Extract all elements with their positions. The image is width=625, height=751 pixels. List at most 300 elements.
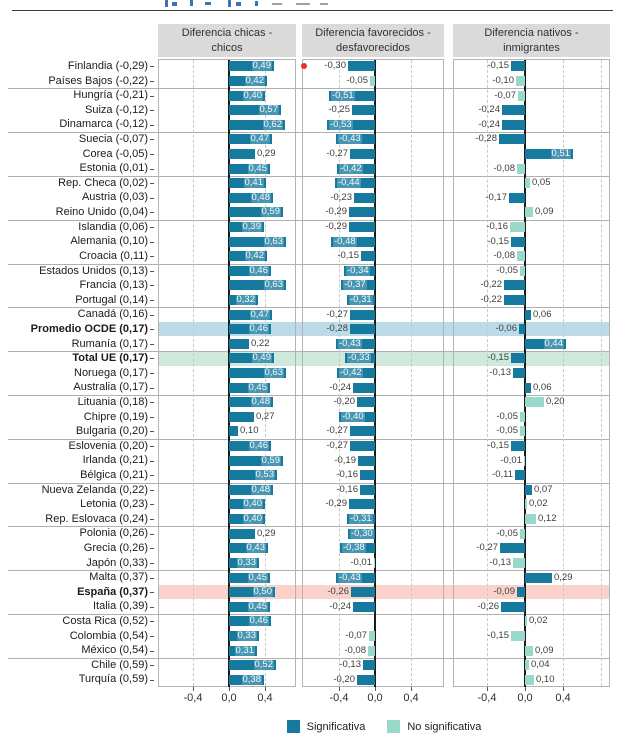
bar-value-label: -0,01	[500, 454, 522, 466]
legend-swatch-significant	[287, 720, 300, 733]
bar	[525, 397, 544, 407]
bar-value-label: -0,07	[494, 89, 516, 101]
bar	[353, 602, 375, 612]
bar-value-label: 0,04	[531, 659, 550, 671]
country-label: Reino Unido (0,04)	[55, 206, 148, 218]
bar	[525, 616, 527, 626]
red-marker-dot	[301, 63, 307, 69]
bar-value-label: -0,30	[351, 527, 373, 539]
bar-value-label: -0,26	[327, 586, 349, 598]
bar	[374, 558, 375, 568]
country-label: Bulgaria (0,20)	[75, 425, 148, 438]
bar-value-label: -0,48	[334, 235, 356, 247]
bar-value-label: -0,28	[326, 323, 348, 335]
y-axis-tick	[150, 198, 154, 199]
bar-value-label: -0,24	[478, 104, 500, 116]
y-axis-tick	[150, 358, 154, 359]
bar-value-label: -0,31	[350, 513, 372, 524]
panel-header-ses: Diferencia favorecidos - desfavorecidos	[302, 24, 444, 57]
bar	[500, 543, 525, 553]
y-axis-tick	[150, 344, 154, 345]
axis-tick	[375, 687, 376, 691]
country-label: Croacia (0,11)	[79, 249, 148, 262]
y-axis-tick	[150, 125, 154, 126]
bar-value-label: -0,28	[475, 133, 497, 145]
bar-value-label: 0,06	[533, 308, 552, 320]
bar-value-label: -0,43	[339, 337, 361, 349]
bar	[350, 426, 375, 436]
bar	[509, 193, 525, 203]
country-label: Letonia (0,23)	[80, 498, 148, 511]
bar-value-label: -0,34	[347, 264, 369, 276]
legend-swatch-not-significant	[387, 720, 400, 733]
bar-value-label: -0,17	[485, 191, 507, 203]
country-label: Polonia (0,26)	[79, 527, 148, 540]
bar-value-label: 0,48	[251, 396, 270, 408]
bar-value-label: -0,08	[493, 162, 515, 174]
bar-value-label: -0,42	[340, 162, 362, 174]
bar-value-label: -0,30	[324, 60, 346, 72]
bar	[348, 61, 375, 71]
bar	[350, 310, 375, 320]
bar	[353, 383, 375, 393]
bar-value-label: 0,42	[245, 250, 264, 262]
bar-value-label: -0,37	[344, 279, 366, 291]
country-label: Lituania (0,18)	[77, 395, 148, 408]
legend-label-not-significant: No significativa	[407, 720, 482, 733]
bar-value-label: -0,22	[480, 294, 502, 305]
bar-value-label: 0,32	[236, 294, 255, 305]
bar-value-label: 0,02	[529, 498, 548, 510]
country-label: Corea (-0,05)	[82, 147, 148, 160]
bar-value-label: -0,11	[492, 469, 513, 481]
bar	[229, 149, 255, 159]
bar-value-label: -0,05	[496, 527, 518, 539]
bar-value-label: 0,43	[246, 542, 265, 554]
bar-value-label: -0,10	[492, 74, 514, 86]
country-label: Dinamarca (-0,12)	[59, 118, 148, 131]
bar-value-label: 0,31	[235, 644, 254, 656]
bar	[361, 251, 375, 261]
bar-value-label: -0,08	[493, 250, 515, 262]
bar-value-label: 0,46	[249, 615, 268, 627]
bar	[499, 134, 525, 144]
bar	[350, 441, 375, 451]
y-axis-tick	[150, 665, 154, 666]
axis-tick-label: -0,4	[183, 692, 203, 704]
axis-tick-label: 0,0	[517, 692, 533, 704]
bar-value-label: 0,46	[249, 264, 268, 276]
country-label: Irlanda (0,21)	[82, 454, 148, 467]
bar-value-label: 0,46	[249, 323, 268, 335]
country-label: Australia (0,17)	[73, 381, 148, 394]
bar-value-label: -0,44	[338, 177, 360, 189]
bar-value-label: 0,46	[249, 440, 268, 451]
bar	[511, 631, 525, 641]
bar	[518, 91, 525, 101]
legend-label-significant: Significativa	[306, 720, 366, 733]
country-label: Rumanía (0,17)	[71, 337, 148, 350]
y-axis-tick	[150, 563, 154, 564]
y-axis-tick	[150, 680, 154, 681]
country-label: Rep. Eslovaca (0,24)	[45, 512, 148, 525]
bar	[524, 456, 525, 466]
bar	[525, 499, 527, 509]
bar	[513, 558, 525, 568]
bar-value-label: -0,15	[337, 250, 359, 262]
bar	[369, 631, 375, 641]
y-axis-tick	[150, 183, 154, 184]
bar-value-label: -0,43	[339, 571, 361, 583]
country-label: Chile (0,59)	[91, 658, 148, 671]
bar-value-label: -0,40	[342, 410, 364, 422]
bar-value-label: 0,09	[535, 206, 554, 218]
bar	[517, 164, 525, 174]
axis-tick	[411, 687, 412, 691]
gridline	[601, 60, 602, 686]
bar	[525, 178, 530, 188]
bar	[350, 324, 375, 334]
bar	[501, 602, 525, 612]
y-axis-tick	[150, 534, 154, 535]
bar	[520, 529, 525, 539]
y-axis-tick	[150, 227, 154, 228]
bar-value-label: -0,29	[325, 206, 347, 218]
y-axis-tick	[150, 169, 154, 170]
bar	[360, 485, 375, 495]
bar-value-label: 0,48	[251, 483, 270, 495]
bar	[229, 412, 254, 422]
bar-value-label: -0,53	[330, 118, 352, 130]
bar-value-label: 0,12	[538, 513, 557, 524]
bar	[525, 660, 529, 670]
gridline	[193, 60, 194, 686]
y-axis-tick	[150, 271, 154, 272]
bar-value-label: -0,13	[339, 659, 361, 671]
y-axis-tick	[150, 621, 154, 622]
country-label: Estonia (0,01)	[79, 162, 148, 175]
bar-value-label: 0,33	[237, 629, 256, 641]
bar-value-label: -0,05	[346, 74, 368, 86]
bar-value-label: 0,63	[264, 367, 283, 378]
bar-value-label: -0,16	[486, 221, 508, 232]
bar-value-label: -0,15	[487, 60, 509, 72]
bar	[351, 587, 375, 597]
bar	[525, 573, 552, 583]
bar	[349, 499, 375, 509]
bar-value-label: -0,20	[333, 396, 355, 408]
bar-value-label: 0,47	[250, 308, 269, 320]
axis-tick	[563, 687, 564, 691]
axis-tick	[265, 687, 266, 691]
bar	[358, 456, 375, 466]
bar	[525, 646, 533, 656]
y-axis-tick	[150, 373, 154, 374]
bar-value-label: 0,45	[248, 571, 267, 583]
bar-value-label: -0,42	[340, 367, 362, 378]
bar-value-label: -0,27	[326, 308, 348, 320]
y-axis-tick	[150, 651, 154, 652]
bar	[516, 76, 525, 86]
bar-value-label: -0,24	[478, 118, 500, 130]
country-label: Grecia (0,26)	[83, 542, 148, 554]
bar-value-label: -0,05	[496, 425, 518, 437]
y-axis-tick	[150, 96, 154, 97]
bar-value-label: 0,47	[250, 133, 269, 145]
bar-value-label: 0,63	[264, 279, 283, 291]
y-axis-tick	[150, 242, 154, 243]
bar-value-label: 0,33	[237, 556, 256, 568]
axis-tick-label: 0,4	[403, 692, 419, 704]
bar-value-label: -0,13	[489, 367, 511, 378]
bar	[354, 193, 375, 203]
y-axis-tick	[150, 417, 154, 418]
axis-tick	[193, 687, 194, 691]
y-axis-tick	[150, 315, 154, 316]
bar-value-label: 0,57	[259, 104, 278, 116]
bar-value-label: 0,45	[248, 162, 267, 174]
bar-value-label: 0,20	[546, 396, 565, 408]
y-axis-tick	[150, 402, 154, 403]
y-axis-tick	[150, 431, 154, 432]
y-axis-tick	[150, 607, 154, 608]
country-label: Suiza (-0,12)	[85, 103, 148, 116]
bar	[349, 222, 375, 232]
bar-value-label: -0,25	[328, 104, 350, 116]
bar-value-label: 0,40	[243, 89, 262, 101]
axis-tick	[487, 687, 488, 691]
bar-value-label: 0,63	[264, 235, 283, 247]
bar-value-label: 0,40	[243, 498, 262, 510]
bar	[525, 675, 534, 685]
bar	[360, 470, 375, 480]
y-axis-tick	[150, 212, 154, 213]
bar	[370, 76, 375, 86]
y-axis-tick	[150, 475, 154, 476]
axis-tick	[339, 687, 340, 691]
y-axis-tick	[150, 110, 154, 111]
bar	[525, 485, 532, 495]
country-label: Malta (0,37)	[89, 571, 148, 584]
country-label: Hungría (-0,21)	[73, 89, 148, 102]
bar-value-label: -0,15	[487, 629, 509, 641]
bar	[511, 61, 525, 71]
panel-header-gender: Diferencia chicas - chicos	[158, 24, 296, 57]
bar	[229, 339, 249, 349]
y-axis-tick	[150, 636, 154, 637]
bar-value-label: -0,43	[339, 133, 361, 145]
bar-value-label: -0,27	[326, 147, 348, 159]
country-label: Finlandia (-0,29)	[67, 60, 148, 72]
country-label: Turquía (0,59)	[78, 673, 148, 686]
y-axis-tick	[150, 139, 154, 140]
bar-value-label: -0,15	[487, 440, 509, 451]
bar	[352, 105, 375, 115]
bar	[525, 514, 536, 524]
bar-value-label: -0,16	[336, 469, 358, 481]
axis-tick	[229, 687, 230, 691]
bar	[519, 324, 525, 334]
bar-value-label: -0,23	[330, 191, 352, 203]
country-label: Costa Rica (0,52)	[62, 615, 148, 627]
bar	[229, 426, 238, 436]
country-label: España (0,37)	[77, 585, 148, 598]
y-axis-tick	[150, 388, 154, 389]
bar	[368, 646, 375, 656]
bar-value-label: 0,48	[251, 191, 270, 203]
bar-value-label: 0,29	[554, 571, 573, 583]
bar-value-label: 0,45	[248, 600, 267, 612]
bar	[520, 266, 525, 276]
y-axis-tick	[150, 578, 154, 579]
bar-value-label: -0,24	[329, 600, 351, 612]
bar-value-label: -0,06	[495, 323, 517, 335]
bar-value-label: 0,49	[252, 352, 271, 364]
bar-value-label: -0,07	[345, 629, 367, 641]
bar	[517, 587, 525, 597]
bar-value-label: -0,31	[350, 294, 372, 305]
country-label: Italia (0,39)	[92, 600, 148, 613]
country-label: Noruega (0,17)	[74, 366, 148, 379]
bar-value-label: 0,02	[529, 615, 548, 627]
bar-value-label: 0,42	[245, 74, 264, 86]
bar-value-label: 0,44	[544, 337, 563, 349]
bar-value-label: 0,45	[248, 381, 267, 393]
bar-value-label: 0,07	[534, 483, 553, 495]
country-label: Austria (0,03)	[81, 191, 148, 204]
axis-tick-label: -0,4	[477, 692, 497, 704]
country-label: Alemania (0,10)	[70, 235, 148, 248]
y-axis-tick	[150, 446, 154, 447]
bar-value-label: -0,38	[343, 542, 365, 554]
bar-value-label: 0,38	[242, 673, 261, 685]
bar-value-label: 0,50	[253, 586, 272, 598]
country-label: Total UE (0,17)	[72, 352, 148, 365]
bar-value-label: 0,05	[532, 177, 551, 189]
y-axis-tick	[150, 81, 154, 82]
bar-value-label: -0,29	[325, 498, 347, 510]
y-axis-tick	[150, 329, 154, 330]
bar	[357, 675, 375, 685]
bar	[520, 412, 525, 422]
bar	[511, 353, 525, 363]
bar-value-label: 0,62	[263, 118, 282, 130]
country-label: Suecia (-0,07)	[78, 133, 148, 145]
bar-value-label: 0,39	[242, 221, 261, 232]
y-axis-tick	[150, 285, 154, 286]
bar-value-label: -0,33	[348, 352, 370, 364]
panel-header-immigrant: Diferencia nativos - inmigrantes	[453, 24, 610, 57]
y-axis-tick	[150, 519, 154, 520]
bar	[517, 251, 525, 261]
country-label: Países Bajos (-0,22)	[48, 74, 148, 87]
y-axis-tick	[150, 490, 154, 491]
bar	[504, 295, 525, 305]
country-label: Canadá (0,16)	[77, 308, 148, 321]
country-label: Francia (0,13)	[79, 279, 148, 292]
country-label: Islandia (0,06)	[78, 220, 148, 233]
bar-value-label: 0,10	[240, 425, 259, 437]
bar	[520, 426, 525, 436]
axis-tick	[525, 687, 526, 691]
bar-value-label: 0,59	[261, 454, 280, 466]
bar	[357, 397, 375, 407]
bar	[502, 105, 525, 115]
bar	[363, 660, 375, 670]
country-label: Eslovenia (0,20)	[68, 439, 148, 452]
country-label: Japón (0,33)	[86, 556, 148, 569]
bar-value-label: -0,27	[476, 542, 498, 554]
bar-value-label: 0,06	[533, 381, 552, 393]
bar-value-label: -0,16	[336, 483, 358, 495]
y-axis-tick	[150, 66, 154, 67]
bar	[513, 368, 525, 378]
y-axis-tick	[150, 548, 154, 549]
bar-value-label: -0,13	[489, 556, 511, 568]
bar-value-label: -0,15	[487, 235, 509, 247]
country-label: Nueva Zelanda (0,22)	[41, 483, 148, 496]
bar	[525, 383, 531, 393]
legend	[158, 720, 610, 733]
y-axis-tick	[150, 592, 154, 593]
bar	[515, 470, 525, 480]
bar	[349, 207, 375, 217]
y-axis-tick	[150, 256, 154, 257]
bar-value-label: -0,08	[344, 644, 366, 656]
bar-value-label: 0,29	[257, 527, 276, 539]
bar-value-label: 0,52	[254, 659, 273, 671]
bar-value-label: -0,27	[326, 440, 348, 451]
bar	[511, 441, 525, 451]
axis-tick-label: -0,4	[329, 692, 349, 704]
country-label: Chipre (0,19)	[83, 410, 148, 423]
bar	[511, 237, 525, 247]
bar-value-label: 0,51	[551, 147, 570, 159]
bar	[229, 529, 255, 539]
bar-value-label: 0,49	[252, 60, 271, 72]
bar-value-label: 0,41	[244, 177, 263, 189]
bar-value-label: 0,10	[536, 673, 555, 685]
bar-value-label: -0,51	[332, 89, 354, 101]
bar-value-label: 0,09	[535, 644, 554, 656]
bar-value-label: -0,15	[487, 352, 509, 364]
bar	[502, 120, 525, 130]
bar-value-label: 0,29	[257, 147, 276, 159]
bar-value-label: 0,40	[243, 513, 262, 524]
gridline	[411, 60, 412, 686]
bar-value-label: -0,01	[350, 556, 372, 568]
bar-value-label: -0,09	[493, 586, 515, 598]
bar	[510, 222, 525, 232]
bar-value-label: -0,26	[477, 600, 499, 612]
bar-value-label: -0,19	[334, 454, 356, 466]
bar	[525, 207, 533, 217]
y-axis-tick	[150, 300, 154, 301]
y-axis-tick	[150, 504, 154, 505]
bar	[525, 310, 531, 320]
bar-value-label: -0,05	[496, 264, 518, 276]
axis-tick-label: 0,4	[555, 692, 571, 704]
bar-value-label: -0,24	[329, 381, 351, 393]
country-label: Promedio OCDE (0,17)	[30, 322, 148, 335]
bar-value-label: 0,53	[255, 469, 274, 481]
bar-value-label: -0,05	[496, 410, 518, 422]
bar-value-label: -0,27	[326, 425, 348, 437]
country-label: Portugal (0,14)	[75, 293, 148, 306]
axis-tick-label: 0,0	[367, 692, 383, 704]
country-label: Colombia (0,54)	[69, 629, 148, 642]
country-label: México (0,54)	[81, 644, 148, 657]
